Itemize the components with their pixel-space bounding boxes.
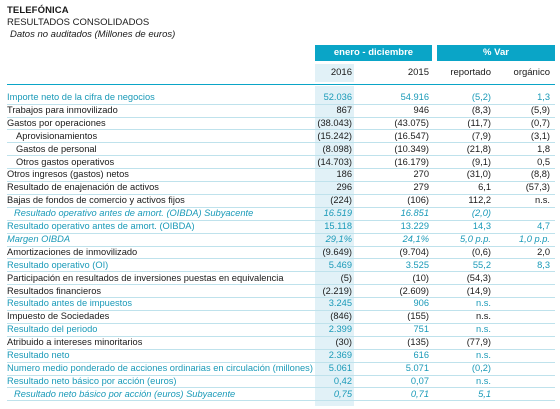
value-2016: (38.043) [317, 117, 352, 128]
header-rule [7, 84, 555, 85]
var-reported: 112,2 [468, 195, 491, 206]
value-2015: 946 [413, 104, 429, 115]
value-2015: (9.704) [399, 246, 429, 257]
value-2016: 52.036 [323, 92, 352, 102]
var-organic: (0,7) [530, 117, 550, 128]
value-2015: 16.851 [400, 208, 429, 219]
row-label: Trabajos para inmovilizado [7, 104, 118, 115]
row-label: Impuesto de Sociedades [7, 311, 110, 322]
value-2016: 0,42 [333, 375, 352, 386]
organic-header: orgánico [513, 67, 550, 78]
var-organic: n.s. [535, 195, 550, 206]
value-2016: (224) [330, 195, 352, 206]
var-reported: n.s. [476, 324, 491, 335]
var-reported: (2,0) [471, 208, 491, 219]
table-row [0, 144, 560, 155]
value-2015: 3.525 [405, 259, 429, 270]
var-reported: 14,3 [472, 221, 491, 231]
var-organic: 1,8 [537, 143, 550, 154]
table-row [0, 389, 560, 400]
row-label: Gastos de personal [16, 143, 97, 154]
var-reported: 55,2 [472, 259, 491, 270]
row-divider [7, 400, 555, 401]
row-label: Otros gastos operativos [16, 156, 115, 167]
var-organic: (3,1) [530, 130, 550, 141]
report-title: RESULTADOS CONSOLIDADOS [7, 17, 150, 28]
value-2015: (10) [412, 272, 429, 283]
value-2015: 616 [413, 350, 429, 360]
row-label: Resultado neto básico por acción (euros) Subyacente [14, 388, 236, 399]
year-2016-header: 2016 [315, 64, 354, 82]
period-header: enero - diciembre [315, 45, 432, 61]
row-label: Resultado operativo (OI) [7, 259, 109, 270]
row-label: Resultado neto básico por acción (euros) [7, 375, 177, 386]
var-reported: (7,9) [471, 130, 491, 141]
row-label: Resultado operativo antes de amort. (OIBDA) [7, 221, 195, 231]
table-row [0, 169, 560, 180]
value-2016: (8.098) [322, 143, 352, 154]
value-2015: (10.349) [394, 143, 429, 154]
row-label: Amortizaciones de inmovilizado [7, 246, 138, 257]
var-organic: 8,3 [537, 259, 550, 270]
report-subtitle: Datos no auditados (Millones de euros) [10, 29, 176, 40]
value-2015: 751 [413, 324, 429, 335]
value-2015: (43.075) [394, 117, 429, 128]
value-2015: 24,1% [402, 233, 429, 244]
var-reported: 6,1 [478, 182, 491, 193]
value-2015: 54.916 [400, 92, 429, 102]
table-row [0, 324, 560, 335]
var-reported: n.s. [476, 350, 491, 360]
var-reported: (31,0) [466, 169, 491, 180]
value-2015: 279 [413, 182, 429, 193]
var-reported: 5,1 [478, 388, 491, 399]
table-row [0, 92, 560, 103]
value-2016: (2.219) [322, 285, 352, 296]
value-2015: 0,71 [410, 388, 429, 399]
table-row [0, 221, 560, 232]
value-2016: (9.649) [322, 246, 352, 257]
table-row [0, 105, 560, 116]
value-2016: 0,75 [333, 388, 352, 399]
table-row [0, 273, 560, 284]
table-row [0, 247, 560, 258]
row-label: Importe neto de la cifra de negocios [7, 92, 155, 102]
value-2015: (155) [407, 311, 429, 322]
table-row [0, 157, 560, 168]
value-2015: (16.547) [394, 130, 429, 141]
var-organic: (8,8) [530, 169, 550, 180]
value-2016: (846) [330, 311, 352, 322]
company-name: TELEFÓNICA [7, 5, 69, 16]
table-row [0, 118, 560, 129]
table-row [0, 350, 560, 361]
var-reported: (8,3) [471, 104, 491, 115]
value-2016: 186 [336, 169, 352, 180]
table-row [0, 195, 560, 206]
value-2015: 5.071 [405, 362, 429, 373]
row-label: Numero medio ponderado de acciones ordinarias en circulación (millones) [7, 362, 313, 373]
var-reported: (0,6) [471, 246, 491, 257]
value-2016: (5) [340, 272, 352, 283]
table-row [0, 182, 560, 193]
value-2015: 13.229 [400, 221, 429, 231]
value-2016: 5.061 [328, 362, 352, 373]
value-2015: 0,07 [410, 375, 429, 386]
var-reported: (0,2) [471, 362, 491, 373]
var-organic: 4,7 [537, 221, 550, 231]
row-label: Gastos por operaciones [7, 117, 106, 128]
var-reported: (14,9) [466, 285, 491, 296]
value-2016: (14.703) [317, 156, 352, 167]
row-label: Otros ingresos (gastos) netos [7, 169, 129, 180]
row-label: Resultados financieros [7, 285, 102, 296]
var-reported: n.s. [476, 375, 491, 386]
row-label: Resultado del periodo [7, 324, 98, 335]
var-reported: (21,8) [466, 143, 491, 154]
value-2015: 906 [413, 298, 429, 309]
reported-header: reportado [450, 67, 491, 78]
var-organic: 2,0 [537, 246, 550, 257]
var-reported: (77,9) [466, 337, 491, 348]
var-reported: (5,2) [471, 92, 491, 102]
var-organic: 0,5 [537, 156, 550, 167]
row-label: Resultado neto [7, 350, 70, 360]
var-reported: n.s. [476, 311, 491, 322]
value-2016: 2.369 [328, 350, 352, 360]
var-reported: (54,3) [466, 272, 491, 283]
variation-header: % Var [437, 45, 555, 61]
value-2015: (106) [407, 195, 429, 206]
var-reported: (11,7) [467, 117, 491, 128]
value-2016: (30) [335, 337, 352, 348]
row-label: Bajas de fondos de comercio y activos fijos [7, 195, 185, 206]
table-row [0, 234, 560, 245]
value-2016: 2.399 [328, 324, 352, 335]
value-2016: 5.469 [328, 259, 352, 270]
var-organic: 1,0 p.p. [518, 233, 550, 244]
table-row [0, 337, 560, 348]
row-label: Resultado operativo antes de amort. (OIBDA) Subyacente [14, 208, 254, 219]
var-organic: (5,9) [530, 104, 550, 115]
table-row [0, 363, 560, 374]
row-label: Margen OIBDA [7, 233, 71, 244]
table-row [0, 311, 560, 322]
value-2016: 296 [336, 182, 352, 193]
value-2016: 3.245 [328, 298, 352, 309]
value-2016: 29,1% [325, 233, 352, 244]
row-label: Atribuido a intereses minoritarios [7, 337, 143, 348]
table-row [0, 298, 560, 309]
row-label: Participación en resultados de inversiones puestas en equivalencia [7, 272, 284, 283]
table-row [0, 208, 560, 219]
var-organic: 1,3 [537, 92, 550, 102]
table-row [0, 260, 560, 271]
value-2016: 867 [336, 104, 352, 115]
var-reported: (9,1) [471, 156, 491, 167]
var-reported: 5,0 p.p. [459, 233, 491, 244]
value-2015: (135) [407, 337, 429, 348]
value-2015: 270 [413, 169, 429, 180]
var-reported: n.s. [476, 298, 491, 309]
value-2015: (16.179) [394, 156, 429, 167]
table-row [0, 286, 560, 297]
row-label: Resultado antes de impuestos [7, 298, 133, 309]
value-2015: (2.609) [399, 285, 429, 296]
value-2016: (15.242) [317, 130, 352, 141]
var-organic: (57,3) [525, 182, 550, 193]
row-label: Aprovisionamientos [16, 130, 98, 141]
table-row [0, 131, 560, 142]
table-row [0, 376, 560, 387]
row-label: Resultado de enajenación de activos [7, 182, 159, 193]
value-2016: 15.118 [324, 221, 352, 231]
year-2015-header: 2015 [407, 67, 429, 78]
value-2016: 16.519 [323, 208, 352, 219]
